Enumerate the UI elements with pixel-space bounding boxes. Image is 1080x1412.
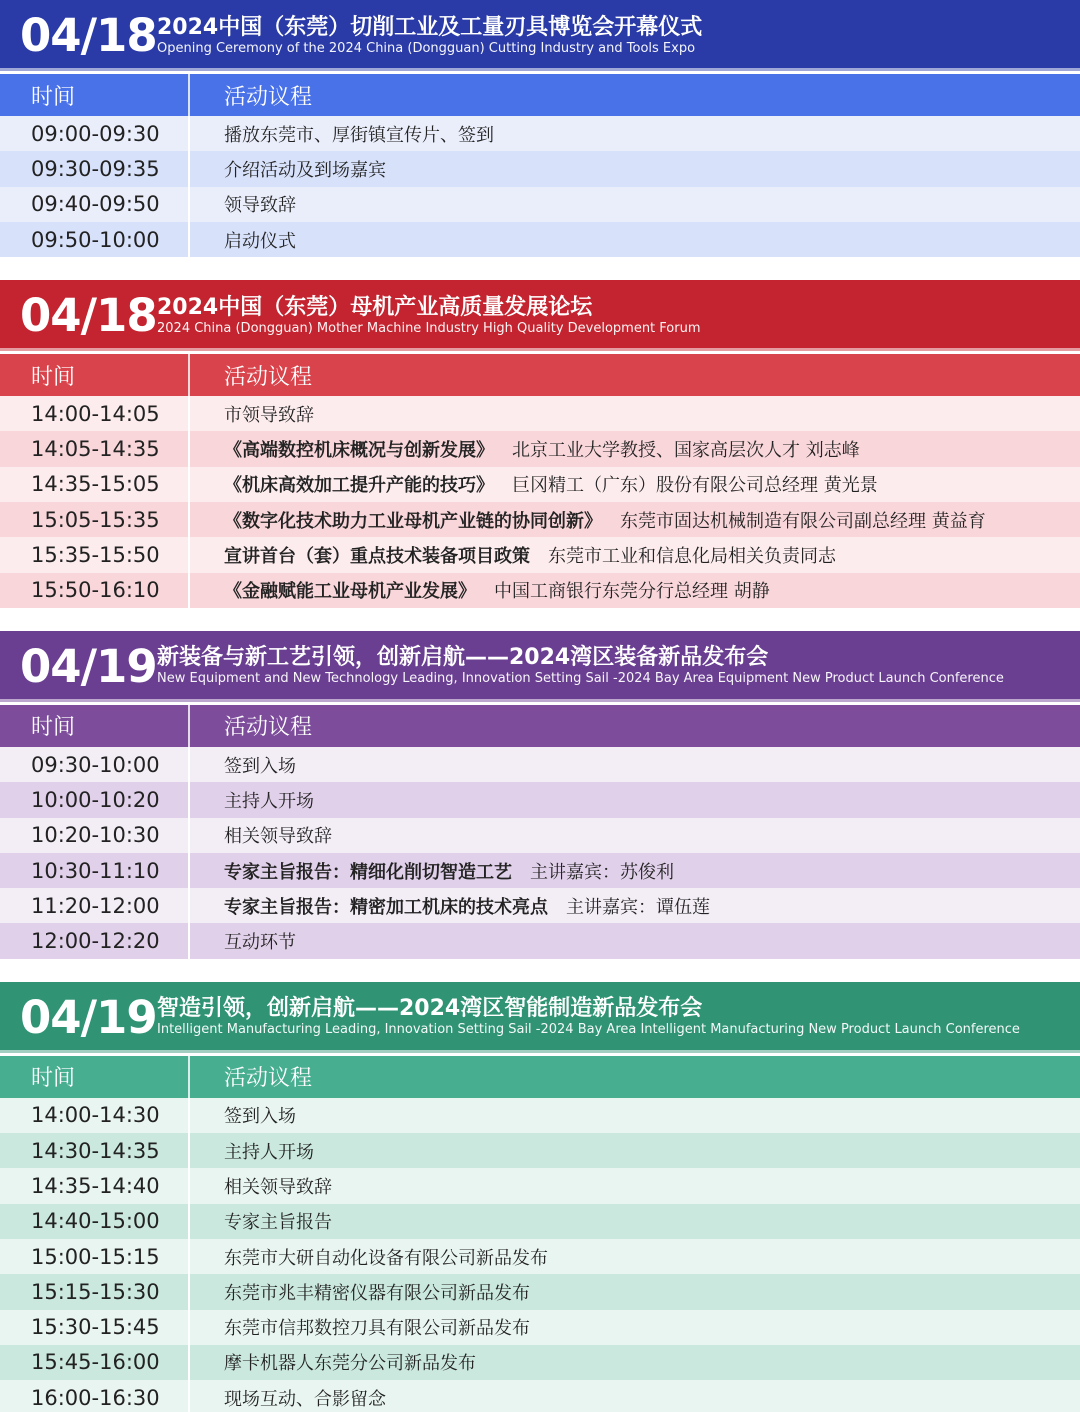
row-time: 15:50-16:10: [0, 573, 190, 608]
column-header-row: [0, 71, 1080, 116]
agenda-row: [0, 1204, 1080, 1239]
row-time: 09:30-10:00: [0, 747, 190, 782]
section-date: 04/19: [20, 639, 157, 693]
section-title-cn: 2024中国（东莞）母机产业高质量发展论坛: [157, 294, 593, 320]
row-time: 09:40-09:50: [0, 187, 190, 222]
row-content: [190, 888, 710, 923]
row-content: [190, 1098, 296, 1133]
agenda-row: [0, 818, 1080, 853]
column-header-row: [0, 702, 1080, 747]
agenda-row: [0, 1098, 1080, 1133]
agenda-column-header: 活动议程: [224, 1066, 313, 1092]
row-time: 15:30-15:45: [0, 1310, 190, 1345]
row-content: [190, 431, 860, 466]
row-text: 东莞市大研自动化设备有限公司新品发布: [224, 1247, 548, 1269]
time-column-header: 时间: [0, 1056, 190, 1098]
section-header: [0, 280, 1080, 351]
section-titles: [155, 645, 1004, 687]
row-text: 介绍活动及到场嘉宾: [224, 159, 386, 181]
agenda-row: [0, 1239, 1080, 1274]
row-content: [190, 502, 986, 537]
section-title-en: 2024 China (Dongguan) Mother Machine Industry High Quality Development Forum: [157, 320, 701, 336]
row-time: 14:00-14:05: [0, 396, 190, 431]
row-text: 相关领导致辞: [224, 1176, 332, 1198]
row-text: 巨冈精工（广东）股份有限公司总经理 黄光景: [512, 475, 878, 497]
section-gap: [0, 608, 1080, 631]
row-text: 领导致辞: [224, 195, 296, 217]
row-content: [190, 467, 878, 502]
row-time: 10:30-11:10: [0, 853, 190, 888]
agenda-row: [0, 747, 1080, 782]
time-column-header: 时间: [0, 354, 190, 396]
row-text: 播放东莞市、厚街镇宣传片、签到: [224, 124, 494, 146]
section-titles: [155, 996, 1020, 1038]
row-text: 启动仪式: [224, 230, 296, 252]
agenda-rows: [0, 396, 1080, 608]
section-title-cn: 2024中国（东莞）切削工业及工量刃具博览会开幕仪式: [157, 14, 703, 40]
row-text: 北京工业大学教授、国家高层次人才 刘志峰: [512, 440, 860, 462]
row-time: 09:30-09:35: [0, 151, 190, 186]
row-content: [190, 1168, 332, 1203]
agenda-row: [0, 537, 1080, 572]
agenda-section: [0, 280, 1080, 608]
row-content: [190, 222, 296, 257]
agenda-section: [0, 982, 1080, 1412]
agenda-row: [0, 1168, 1080, 1203]
row-text: 东莞市工业和信息化局相关负责同志: [548, 546, 836, 568]
section-gap: [0, 959, 1080, 982]
agenda-row: [0, 888, 1080, 923]
row-content: [190, 1310, 530, 1345]
agenda-row: [0, 151, 1080, 186]
row-time: 14:05-14:35: [0, 431, 190, 466]
time-column-header: 时间: [0, 705, 190, 747]
section-title-cn: 智造引领，创新启航——2024湾区智能制造新品发布会: [157, 996, 703, 1022]
agenda-rows: [0, 116, 1080, 257]
row-time: 12:00-12:20: [0, 923, 190, 958]
row-time: 11:20-12:00: [0, 888, 190, 923]
time-column-header: 时间: [0, 74, 190, 116]
row-time: 14:00-14:30: [0, 1098, 190, 1133]
agenda-section: [0, 631, 1080, 959]
agenda-row: [0, 573, 1080, 608]
row-time: 10:00-10:20: [0, 782, 190, 817]
row-content: [190, 573, 770, 608]
row-text: 东莞市兆丰精密仪器有限公司新品发布: [224, 1282, 530, 1304]
row-time: 14:35-15:05: [0, 467, 190, 502]
row-text: 东莞市信邦数控刀具有限公司新品发布: [224, 1318, 530, 1340]
row-time: 15:45-16:00: [0, 1345, 190, 1380]
section-title-en: Intelligent Manufacturing Leading, Innovation Setting Sail -2024 Bay Area Intelligent Manufacturing New Product Launch Conference: [157, 1022, 1020, 1038]
row-bold-title: 《机床高效加工提升产能的技巧》: [224, 475, 494, 497]
row-content: [190, 116, 494, 151]
row-time: 15:35-15:50: [0, 537, 190, 572]
agenda-row: [0, 1274, 1080, 1309]
row-bold-title: 专家主旨报告：精细化削切智造工艺: [224, 861, 512, 883]
row-text: 签到入场: [224, 755, 296, 777]
section-date: 04/18: [20, 289, 157, 343]
agenda-row: [0, 467, 1080, 502]
agenda-row: [0, 116, 1080, 151]
row-text: 东莞市固达机械制造有限公司副总经理 黄益育: [620, 510, 986, 532]
row-text: 专家主旨报告: [224, 1212, 332, 1234]
column-header-row: [0, 1053, 1080, 1098]
row-content: [190, 1345, 476, 1380]
row-content: [190, 818, 332, 853]
row-text: 主讲嘉宾：谭伍莲: [566, 896, 710, 918]
section-header: [0, 631, 1080, 702]
agenda-row: [0, 782, 1080, 817]
section-header: [0, 0, 1080, 71]
row-content: [190, 396, 314, 431]
row-time: 09:50-10:00: [0, 222, 190, 257]
row-content: [190, 1133, 314, 1168]
row-content: [190, 151, 386, 186]
agenda-row: [0, 396, 1080, 431]
agenda-rows: [0, 1098, 1080, 1412]
row-time: 15:15-15:30: [0, 1274, 190, 1309]
section-gap: [0, 257, 1080, 280]
section-titles: [155, 15, 702, 57]
agenda-row: [0, 1310, 1080, 1345]
row-text: 主持人开场: [224, 1141, 314, 1163]
row-content: [190, 853, 674, 888]
row-text: 主讲嘉宾：苏俊利: [530, 861, 674, 883]
row-content: [190, 782, 314, 817]
section-title-cn: 新装备与新工艺引领，创新启航——2024湾区装备新品发布会: [157, 645, 769, 671]
row-content: [190, 537, 836, 572]
row-time: 15:05-15:35: [0, 502, 190, 537]
row-bold-title: 宣讲首台（套）重点技术装备项目政策: [224, 546, 530, 568]
row-bold-title: 《高端数控机床概况与创新发展》: [224, 440, 494, 462]
row-text: 主持人开场: [224, 790, 314, 812]
section-header: [0, 982, 1080, 1053]
agenda-row: [0, 853, 1080, 888]
row-content: [190, 1380, 386, 1412]
row-time: 15:00-15:15: [0, 1239, 190, 1274]
section-title-en: New Equipment and New Technology Leading, Innovation Setting Sail -2024 Bay Area Equipment New Product Launch Conference: [157, 671, 1004, 687]
agenda-column-header: 活动议程: [224, 364, 313, 390]
row-content: [190, 1204, 332, 1239]
row-text: 现场互动、合影留念: [224, 1388, 386, 1410]
section-date: 04/18: [20, 9, 157, 62]
section-titles: [155, 295, 701, 337]
agenda-row: [0, 1380, 1080, 1412]
row-content: [190, 747, 296, 782]
row-text: 相关领导致辞: [224, 826, 332, 848]
section-date: 04/19: [20, 990, 157, 1044]
agenda-row: [0, 1345, 1080, 1380]
row-text: 市领导致辞: [224, 404, 314, 426]
column-header-row: [0, 351, 1080, 396]
section-title-en: Opening Ceremony of the 2024 China (Dongguan) Cutting Industry and Tools Expo: [157, 40, 696, 56]
row-bold-title: 《数字化技术助力工业母机产业链的协同创新》: [224, 510, 602, 532]
row-time: 14:40-15:00: [0, 1204, 190, 1239]
row-bold-title: 《金融赋能工业母机产业发展》: [224, 581, 476, 603]
agenda-column-header: 活动议程: [224, 84, 313, 110]
agenda-row: [0, 923, 1080, 958]
agenda-row: [0, 502, 1080, 537]
row-text: 互动环节: [224, 932, 296, 954]
row-text: 中国工商银行东莞分行总经理 胡静: [494, 581, 770, 603]
row-content: [190, 187, 296, 222]
row-content: [190, 1239, 548, 1274]
row-time: 10:20-10:30: [0, 818, 190, 853]
agenda-row: [0, 187, 1080, 222]
row-text: 摩卡机器人东莞分公司新品发布: [224, 1353, 476, 1375]
row-text: 签到入场: [224, 1106, 296, 1128]
row-time: 16:00-16:30: [0, 1380, 190, 1412]
agenda-rows: [0, 747, 1080, 959]
row-time: 14:30-14:35: [0, 1133, 190, 1168]
agenda-section: [0, 0, 1080, 257]
agenda-row: [0, 1133, 1080, 1168]
agenda-row: [0, 431, 1080, 466]
row-bold-title: 专家主旨报告：精密加工机床的技术亮点: [224, 896, 548, 918]
agenda-row: [0, 222, 1080, 257]
row-time: 14:35-14:40: [0, 1168, 190, 1203]
row-time: 09:00-09:30: [0, 116, 190, 151]
row-content: [190, 1274, 530, 1309]
agenda-column-header: 活动议程: [224, 715, 313, 741]
row-content: [190, 923, 296, 958]
